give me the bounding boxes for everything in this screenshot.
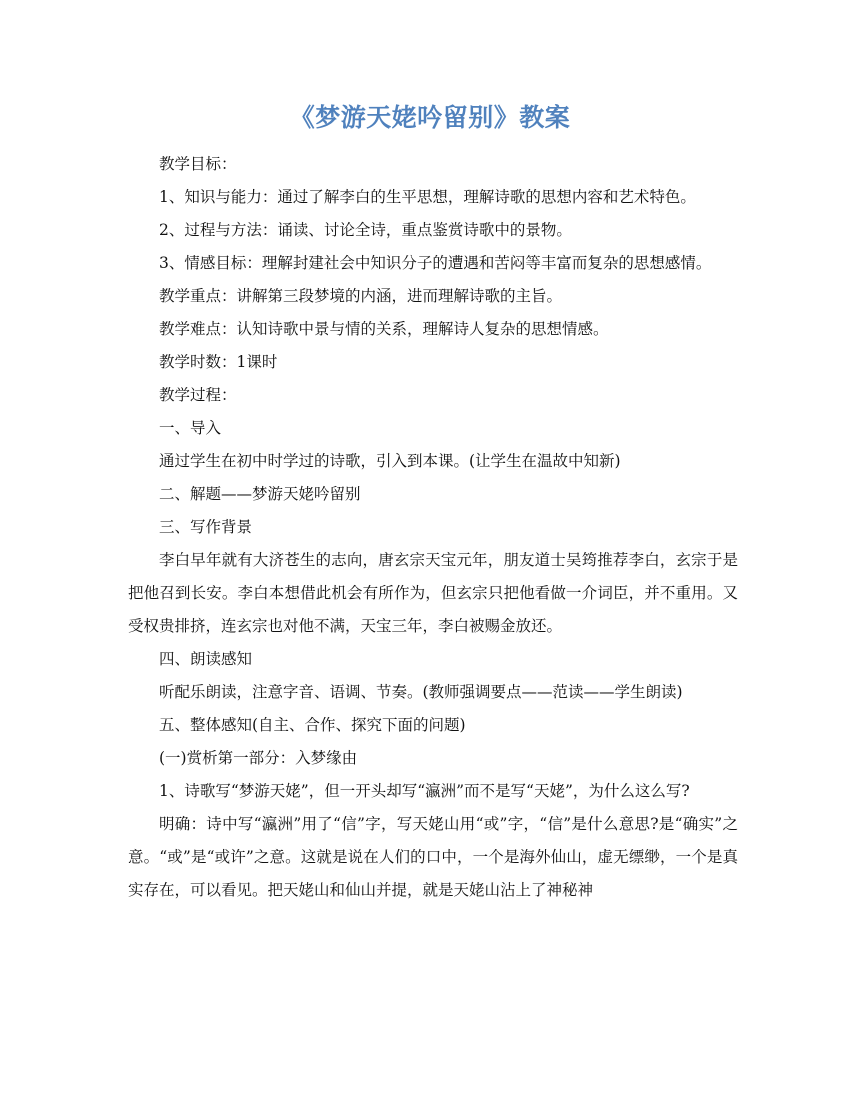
paragraph-intro: 通过学生在初中时学过的诗歌，引入到本课。(让学生在温故中知新) — [159, 452, 621, 470]
section-heading-title-explanation: 二、解题——梦游天姥吟留别 — [159, 485, 361, 503]
document-body — [128, 148, 738, 907]
section-heading-reading: 四、朗读感知 — [159, 650, 253, 668]
paragraph-reading: 听配乐朗读，注意字音、语调、节奏。(教师强调要点——范读——学生朗读) — [159, 683, 683, 701]
section-heading-intro: 一、导入 — [159, 419, 222, 437]
section-heading-background: 三、写作背景 — [159, 518, 253, 536]
section-heading-overall: 五、整体感知(自主、合作、探究下面的问题) — [159, 716, 466, 734]
paragraph-goal-emotion: 3、情感目标：理解封建社会中知识分子的遭遇和苦闷等丰富而复杂的思想感情。 — [159, 254, 712, 272]
paragraph-goal-knowledge: 1、知识与能力：通过了解李白的生平思想，理解诗歌的思想内容和艺术特色。 — [159, 188, 696, 206]
paragraph-hours: 教学时数：1课时 — [159, 353, 278, 371]
paragraph-goal-process: 2、过程与方法：诵读、讨论全诗，重点鉴赏诗歌中的景物。 — [159, 221, 572, 239]
subsection-heading-part-one: (一)赏析第一部分：入梦缘由 — [159, 749, 358, 767]
paragraph-key-points: 教学重点：讲解第三段梦境的内涵，进而理解诗歌的主旨。 — [159, 287, 563, 305]
paragraph-question-one: 1、诗歌写“梦游天姥”，但一开头却写“瀛洲”而不是写“天姥”，为什么这么写? — [159, 782, 690, 800]
paragraph-answer-one: 明确：诗中写“瀛洲”用了“信”字，写天姥山用“或”字，“信”是什么意思?是“确实”之意。“或”是“或许”之意。这就是说在人们的口中，一个是海外仙山，虚无缥缈，一个是真实存在，可以看见。把天姥山和仙山并提，就是天姥山沾上了神秘神 — [128, 815, 738, 899]
paragraph-teaching-goals: 教学目标： — [159, 155, 237, 173]
document-title: 《梦游天姥吟留别》教案 — [289, 103, 571, 132]
paragraph-process: 教学过程： — [159, 386, 237, 404]
paragraph-background: 李白早年就有大济苍生的志向，唐玄宗天宝元年，朋友道士吴筠推荐李白，玄宗于是把他召到长安。李白本想借此机会有所作为，但玄宗只把他看做一介词臣，并不重用。又受权贵排挤，连玄宗也对他不满，天宝三年，李白被赐金放还。 — [128, 551, 738, 635]
paragraph-difficulties: 教学难点：认知诗歌中景与情的关系，理解诗人复杂的思想情感。 — [159, 320, 609, 338]
